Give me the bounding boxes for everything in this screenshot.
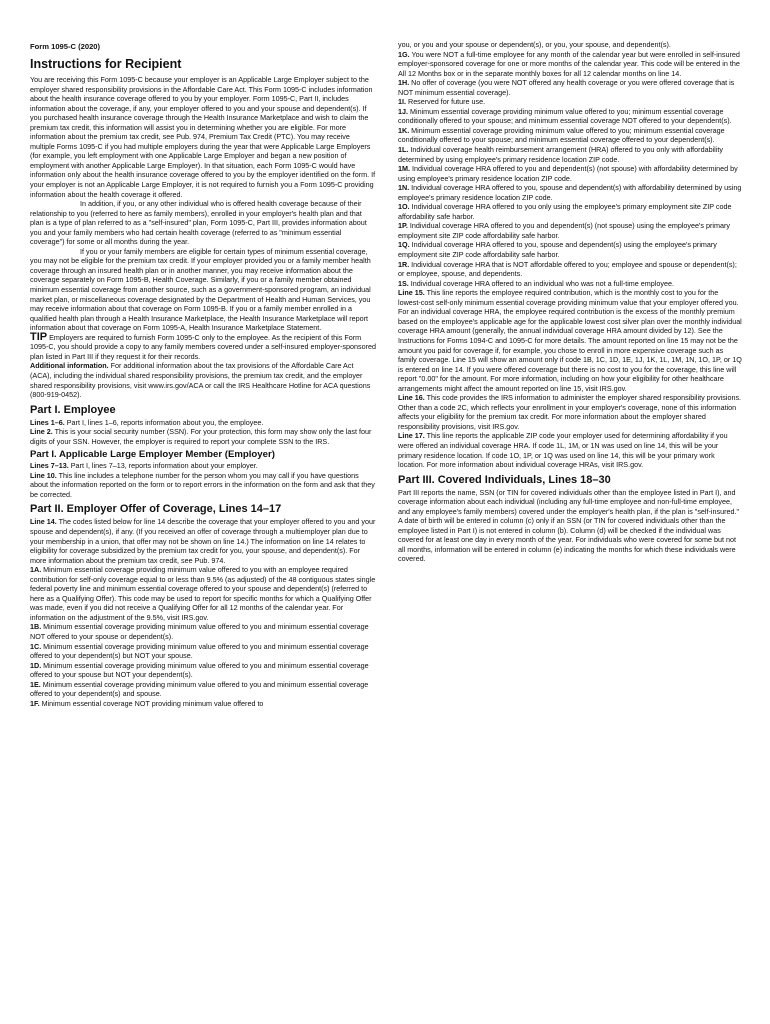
code-1q-label: 1Q. <box>398 240 410 250</box>
form-id: Form 1095-C (2020) <box>30 42 101 51</box>
code-1f-continuation: you, or you and your spouse or dependent(s), or you, your spouse, and dependent(s). <box>398 40 671 49</box>
code-1k-paragraph <box>398 126 743 145</box>
code-1k-text: Minimum essential coverage providing minimum value offered to you; minimum essential coverage conditionally offered to your spouse; and minimum essential coverage offered to your dependent(s). <box>398 125 725 145</box>
code-1p-label: 1P. <box>398 221 408 231</box>
code-1f-paragraph <box>30 699 376 709</box>
line-2-label: Line 2. <box>30 427 53 437</box>
part3-paragraph: Part III reports the name, SSN (or TIN for covered individuals other than the employee listed in Part I), and coverage information about each individual (including any full-time employee and non-full-time employee, and any employee's family members) covered under the employer's health plan, if the plan is "self-insured." A date of birth will be entered in column (c) only if an SSN (or TIN for covered individuals other than the employee listed in Part I) is not entered in column (b). Column (d) will be checked if the individual was covered for at least one day in every month of the year. For individuals who were covered for some but not all months, information will be entered in column (e) indicating the months for which these individuals were covered. <box>398 487 740 564</box>
tip-label: TIP <box>30 330 48 343</box>
code-1m-text: Individual coverage HRA offered to you and dependent(s) (not spouse) with affordability determined by using employee's primary residence location ZIP code. <box>398 164 738 183</box>
line-10-label: Line 10. <box>30 470 57 480</box>
code-1c-paragraph <box>30 642 376 661</box>
part1-employer-heading: Part I. Applicable Large Employer Member (Employer) <box>30 449 275 461</box>
code-1d-paragraph <box>30 661 376 680</box>
code-1l-paragraph <box>398 145 743 164</box>
code-1i-text: Reserved for future use. <box>406 97 486 107</box>
tip-paragraph <box>30 330 376 362</box>
code-1r-text: Individual coverage HRA that is NOT affordable offered to you; employee and spouse or dependent(s); or employee, spouse, and dependents. <box>398 259 737 279</box>
right-column <box>398 40 743 564</box>
intro-paragraph-1: You are receiving this Form 1095-C because your employer is an Applicable Large Employer subject to the employer shared responsibility provisions in the Affordable Care Act. This Form 1095-C includes information about the health insurance coverage offered to you by your employer. Form 1095-C, Part II, includes information about the coverage, if any, your employer offered to you and your spouse and dependent(s). If you purchased health insurance coverage through the Health Insurance Marketplace and wish to claim the premium tax credit, this information will assist you in determining whether you are eligible. For more information about the premium tax credit, see Pub. 974, Premium Tax Credit (PTC). You may receive multiple Forms 1095-C if you had multiple employers during the year that were Applicable Large Employers (for example, you left employment with one Applicable Large Employer and began a new position of employment with another Applicable Large Employer). In that situation, each Form 1095-C would have information only about the health insurance coverage offered to you by the employer identified on the form. If your employer is not an Applicable Large Employer, it is not required to furnish you a Form 1095-C providing information about the health coverage it offered. <box>30 75 376 199</box>
code-1r-label: 1R. <box>398 259 410 269</box>
code-1c-label: 1C. <box>30 641 42 651</box>
intro-paragraph-3: If you or your family members are eligible for certain types of minimum essential coverage, you may not be eligible for the premium tax credit. If your employer provided you or a family member health coverage through an insured health plan or in another manner, you may receive information about the coverage separately on Form 1095-B, Health Coverage. Similarly, if you or a family member obtained minimum essential coverage from another source, such as a government-sponsored program, an individual market plan, or miscellaneous coverage designated by the Department of Health and Human Services, you may receive information about that coverage on Form 1095-B. If you or a family member enrolled in a qualified health plan through a Health Insurance Marketplace, the Health Insurance Marketplace will report information about that coverage on Form 1095-A, Health Insurance Marketplace Statement. <box>30 246 371 333</box>
code-1g-paragraph <box>398 50 743 79</box>
code-1i-paragraph <box>398 97 743 107</box>
code-1s-paragraph <box>398 279 743 289</box>
code-1n-label: 1N. <box>398 183 410 193</box>
code-1c-text: Minimum essential coverage providing minimum value offered to you and minimum essential coverage offered to your dependent(s) but NOT your spouse. <box>30 641 369 661</box>
code-1q-text: Individual coverage HRA offered to you, spouse and dependent(s) using the employee's primary employment site ZIP code affordability safe harbor. <box>398 240 717 260</box>
line-2-paragraph <box>30 427 376 446</box>
page-title: Instructions for Recipient <box>30 57 182 71</box>
code-1o-label: 1O. <box>398 202 410 212</box>
line-16-text: This code provides the IRS information to administer the employer shared responsibility provisions. Other than a code 2C, which reflects your enrollment in your employer's coverage, none of this information affects your eligibility for the premium tax credit. For more information about the employer shared responsibility provisions, visit IRS.gov. <box>398 393 742 431</box>
intro-paragraph-2: In addition, if you, or any other individual who is offered health coverage because of their relationship to you (referred to here as family members), enrolled in your employer's health plan and that plan is a type of plan referred to as a "self-insured" plan, Form 1095-C, Part III, provides information about you and your family members who had certain health coverage (referred to as "minimum essential coverage") for some or all months during the year. <box>30 199 367 247</box>
code-1d-text: Minimum essential coverage providing minimum value offered to you and minimum essential coverage offered to your spouse but NOT your dependent(s). <box>30 660 369 680</box>
part3-heading: Part III. Covered Individuals, Lines 18–30 <box>398 473 611 486</box>
code-1a-text: Minimum essential coverage providing minimum value offered to you with an employee required contribution for self-only coverage equal to or less than 9.5% (as adjusted) of the 48 contiguous states single federal poverty line and minimum essential coverage offered to your spouse and dependent(s) (referred to here as a Qualifying Offer). This code may be used to report for specific months for which a Qualifying Offer was made, even if you did not receive a Qualifying Offer for all 12 months of the calendar year. For information on the adjustment of the 9.5%, visit IRS.gov. <box>30 565 376 622</box>
code-1k-label: 1K. <box>398 125 410 135</box>
code-1s-label: 1S. <box>398 278 409 288</box>
line-14-label: Line 14. <box>30 517 57 527</box>
code-1j-paragraph <box>398 107 743 126</box>
additional-info-paragraph <box>30 361 376 399</box>
line-17-text: This line reports the applicable ZIP code your employer used for determining affordability if you were offered an individual coverage HRA. If code 1L, 1M, or 1N was used on line 14, this will be your primary residence location. If code 1O, 1P, or 1Q was used on line 14, this will be your primary work location. For more information about individual coverage HRAs, visit IRS.gov. <box>398 431 728 470</box>
line-2-text: This is your social security number (SSN). For your protection, this form may show only the last four digits of your SSN. However, the employer is required to report your complete SSN to the IRS. <box>30 427 372 446</box>
line-14-text: The codes listed below for line 14 describe the coverage that your employer offered to you and your spouse and dependent(s), if any. (If you received an offer of coverage through a multiemployer plan due to your membership in a union, that offer may not be shown on line 14.) The information on line 14 relates to eligibility for coverage subsidized by the premium tax credit for you, your spouse, and dependent(s). For more information about the premium tax credit, see Pub. 974. <box>30 517 376 565</box>
line-15-text: This line reports the employee required contribution, which is the monthly cost to you for the lowest-cost self-only minimum essential coverage providing minimum value that your employer offered you. For an individual coverage HRA, the employee required contribution is the excess of the monthly premium based on the employee's applicable age for the applicable lowest cost silver plan over the monthly individual coverage HRA amount (generally, the annual individual coverage HRA amount divided by 12). See the Instructions for Forms 1094-C and 1095-C for more details. The amount reported on line 15 may not be the amount you paid for coverage if, for example, you chose to enroll in more expensive coverage such as family coverage. Line 15 will show an amount only if code 1B, 1C, 1D, 1E, 1J, 1K, 1L, 1M, 1N, 1O, 1P, or 1Q is entered on line 14. If you were offered coverage but there is no cost to you for the coverage, this line will report "0.00" for the amount. For more information, including on how your eligibility for other healthcare arrangements might affect the amount reported on line 15, visit IRS.gov. <box>398 288 742 393</box>
tip-text: Employers are required to furnish Form 1095-C only to the employee. As the recipient of this Form 1095-C, you should provide a copy to any family members covered under a self-insured employer-sponsored plan listed in Part III if they request it for their records. <box>30 332 376 361</box>
code-1h-text: No offer of coverage (you were NOT offered any health coverage or you were offered coverage that is NOT minimum essential coverage). <box>398 78 735 97</box>
code-1h-paragraph <box>398 78 743 97</box>
code-1q-paragraph <box>398 240 743 259</box>
code-1e-label: 1E. <box>30 679 41 689</box>
additional-info-text: For additional information about the tax provisions of the Affordable Care Act (ACA), including the individual shared responsibility provisions, the premium tax credit, and the employer shared responsibility provisions, visit www.irs.gov/ACA or call the IRS Healthcare Hotline for ACA questions (800-919-0452). <box>30 361 371 400</box>
lines-7-13-text: Part I, lines 7–13, reports information about your employer. <box>68 461 258 471</box>
code-1g-label: 1G. <box>398 49 410 59</box>
code-1l-text: Individual coverage health reimbursement arrangement (HRA) offered to you only with affordability determined by using employee's primary residence location ZIP code. <box>398 145 723 164</box>
additional-info-label: Additional information. <box>30 361 109 371</box>
code-1l-label: 1L. <box>398 145 409 155</box>
code-1n-text: Individual coverage HRA offered to you, spouse and dependent(s) with affordability determined by using employee's primary residence location ZIP code. <box>398 183 742 202</box>
code-1n-paragraph <box>398 183 743 202</box>
code-1f-label: 1F. <box>30 698 40 708</box>
code-1s-text: Individual coverage HRA offered to an individual who was not a full-time employee. <box>408 278 674 288</box>
lines-7-13-paragraph <box>30 461 376 471</box>
line-17-label: Line 17. <box>398 431 425 441</box>
code-1f-text: Minimum essential coverage NOT providing minimum value offered to <box>39 698 264 708</box>
left-column <box>30 40 376 708</box>
code-1r-paragraph <box>398 260 743 279</box>
part2-heading: Part II. Employer Offer of Coverage, Lines 14–17 <box>30 503 282 516</box>
code-1m-paragraph <box>398 164 743 183</box>
line-15-label: Line 15. <box>398 288 425 298</box>
code-1a-paragraph <box>30 565 376 622</box>
code-1b-text: Minimum essential coverage providing minimum value offered to you and minimum essential coverage NOT offered to your spouse or dependent(s). <box>30 622 369 641</box>
line-15-paragraph <box>398 288 743 393</box>
code-1p-text: Individual coverage HRA offered to you and dependent(s) (not spouse) using the employee's primary employment site ZIP code affordability safe harbor. <box>398 221 730 240</box>
lines-1-6-paragraph <box>30 418 376 428</box>
code-1o-paragraph <box>398 202 743 221</box>
line-10-paragraph <box>30 471 376 500</box>
code-1b-label: 1B. <box>30 622 42 632</box>
lines-7-13-label: Lines 7–13. <box>30 461 69 471</box>
code-1p-paragraph <box>398 221 743 240</box>
line-10-text: This line includes a telephone number for the person whom you may call if you have questions about the information reported on the form or to report errors in the information on the form and ask that they be corrected. <box>30 470 375 499</box>
code-1o-text: Individual coverage HRA offered to you only using the employee's primary employment site ZIP code affordability safe harbor. <box>398 202 732 221</box>
code-1g-text: You were NOT a full-time employee for any month of the calendar year but were enrolled in self-insured employer-sponsored coverage for one or more months of the calendar year. This code will be entered in the All 12 Months box or in the separate monthly boxes for all 12 calendar months on line 14. <box>398 49 740 78</box>
code-1m-label: 1M. <box>398 164 410 174</box>
lines-1-6-text: Part I, lines 1–6, reports information about you, the employee. <box>64 417 264 427</box>
code-1e-text: Minimum essential coverage providing minimum value offered to you and minimum essential coverage offered to your dependent(s) and spouse. <box>30 679 369 699</box>
line-16-paragraph <box>398 393 743 431</box>
line-14-paragraph <box>30 517 376 565</box>
code-1j-text: Minimum essential coverage providing minimum value offered to you; minimum essential coverage conditionally offered to your spouse; and minimum essential coverage NOT offered to your dependent(s). <box>398 106 732 126</box>
code-1a-label: 1A. <box>30 565 42 575</box>
lines-1-6-label: Lines 1–6. <box>30 417 65 427</box>
code-1j-label: 1J. <box>398 106 408 116</box>
code-1b-paragraph <box>30 622 376 641</box>
code-1i-label: 1I. <box>398 97 406 107</box>
code-1e-paragraph <box>30 680 376 699</box>
part1-heading: Part I. Employee <box>30 403 116 416</box>
code-1d-label: 1D. <box>30 660 42 670</box>
line-16-label: Line 16. <box>398 393 425 403</box>
line-17-paragraph <box>398 431 743 469</box>
code-1h-label: 1H. <box>398 78 410 88</box>
